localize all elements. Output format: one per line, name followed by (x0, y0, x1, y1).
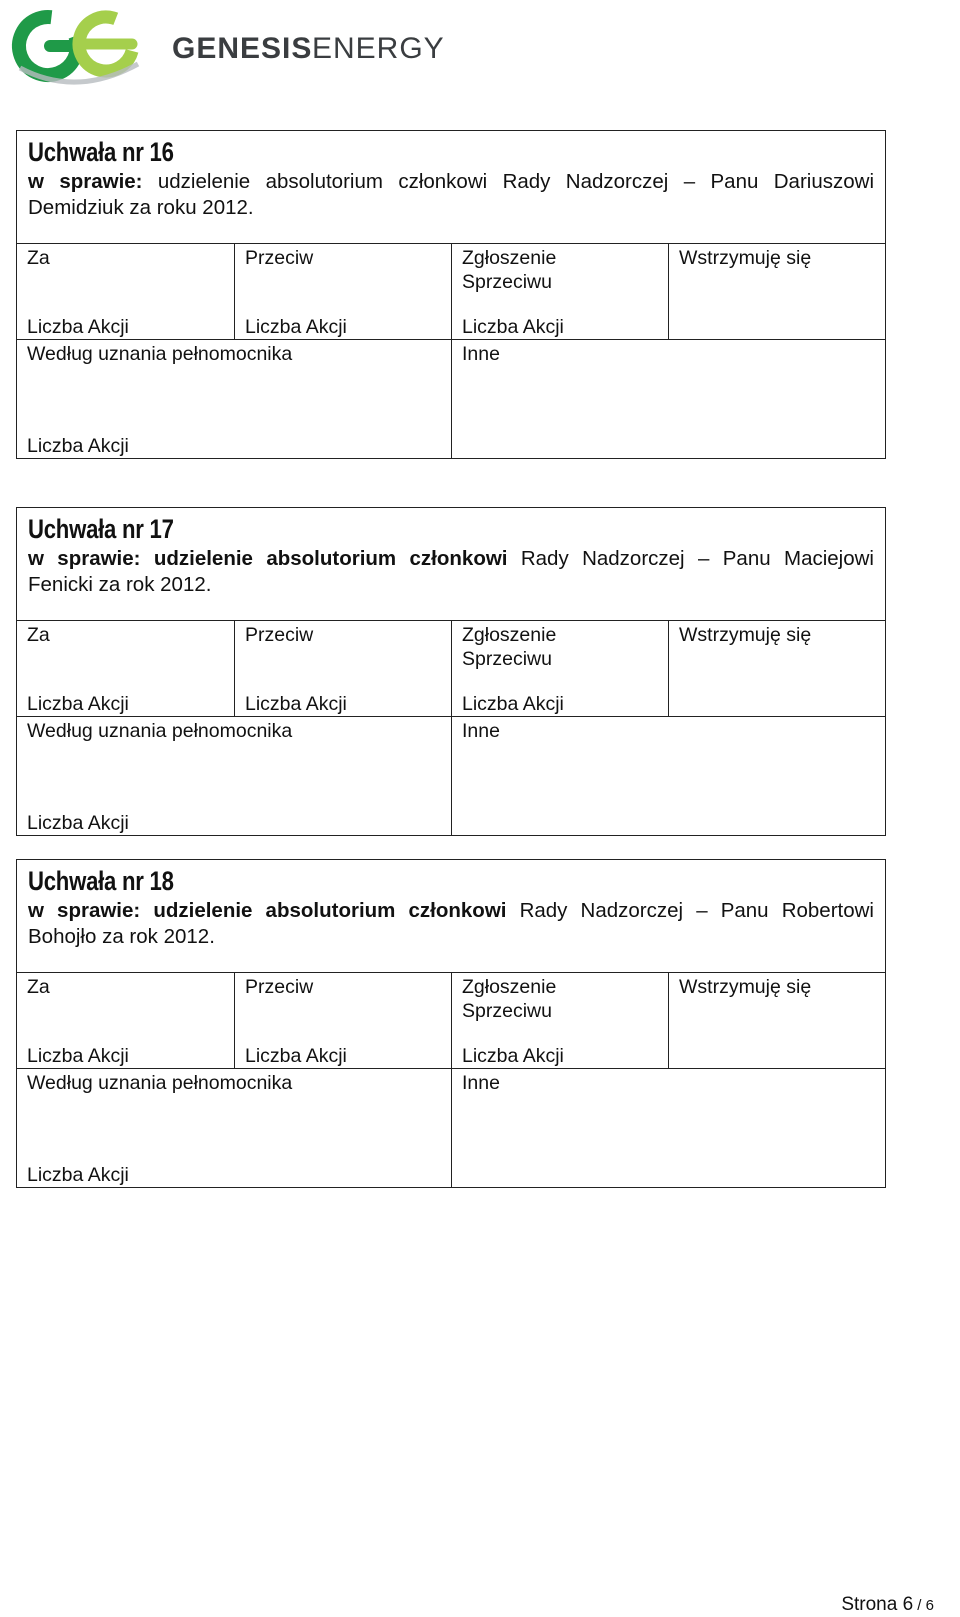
resolution-title: Uchwała nr 16 (28, 137, 174, 167)
resolution-title: Uchwała nr 18 (28, 866, 174, 896)
vote-za-cell[interactable]: Za Liczba Akcji (27, 976, 129, 1067)
logo-text-bold: GENESIS (172, 32, 313, 65)
vote-przeciw-cell[interactable]: Przeciw Liczba Akcji (234, 621, 451, 716)
vote-inne-cell[interactable]: Inne (451, 717, 885, 835)
resolution-subject: w sprawie: udzielenie absolutorium członkowi Rady Nadzorczej – Panu Dariuszowi Demidziuk za roku 2012. (28, 170, 874, 219)
vote-other-row (17, 340, 885, 458)
vote-other-row (17, 1069, 885, 1187)
vote-inne-cell[interactable]: Inne (451, 340, 885, 458)
vote-za-cell[interactable]: Za Liczba Akcji (27, 247, 129, 338)
resolution-title: Uchwała nr 17 (28, 514, 174, 544)
vote-inne-cell[interactable]: Inne (451, 1069, 885, 1187)
vote-przeciw-cell[interactable]: Przeciw Liczba Akcji (234, 244, 451, 339)
resolution-18 (16, 859, 886, 1188)
vote-wedlug-cell[interactable]: Według uznania pełnomocnika Liczba Akcji (27, 720, 293, 834)
page-number: Strona 6 / 6 (841, 1594, 934, 1615)
resolution-subject: w sprawie: udzielenie absolutorium członkowi Rady Nadzorczej – Panu Robertowi Bohojło za rok 2012. (28, 899, 874, 948)
vote-wstrzymuje-cell[interactable]: Wstrzymuję się (668, 973, 885, 1068)
resolution-subject: w sprawie: udzielenie absolutorium członkowi Rady Nadzorczej – Panu Maciejowi Fenicki za rok 2012. (28, 547, 874, 596)
resolution-17 (16, 507, 886, 836)
vote-options-row (17, 973, 885, 1069)
vote-wstrzymuje-cell[interactable]: Wstrzymuję się (668, 621, 885, 716)
vote-za-cell[interactable]: Za Liczba Akcji (27, 624, 129, 715)
vote-zgloszenie-cell[interactable]: Zgłoszenie Sprzeciwu Liczba Akcji (451, 244, 668, 339)
vote-options-row (17, 244, 885, 340)
logo-text-light: ENERGY (312, 32, 445, 65)
vote-zgloszenie-cell[interactable]: Zgłoszenie Sprzeciwu Liczba Akcji (451, 621, 668, 716)
resolution-16 (16, 130, 886, 459)
vote-wedlug-cell[interactable]: Według uznania pełnomocnika Liczba Akcji (27, 343, 293, 457)
vote-wedlug-cell[interactable]: Według uznania pełnomocnika Liczba Akcji (27, 1072, 293, 1186)
genesis-energy-logo (6, 6, 446, 88)
vote-other-row (17, 717, 885, 835)
vote-zgloszenie-cell[interactable]: Zgłoszenie Sprzeciwu Liczba Akcji (451, 973, 668, 1068)
ge-logo-icon (6, 6, 446, 88)
vote-options-row (17, 621, 885, 717)
vote-wstrzymuje-cell[interactable]: Wstrzymuję się (668, 244, 885, 339)
vote-przeciw-cell[interactable]: Przeciw Liczba Akcji (234, 973, 451, 1068)
